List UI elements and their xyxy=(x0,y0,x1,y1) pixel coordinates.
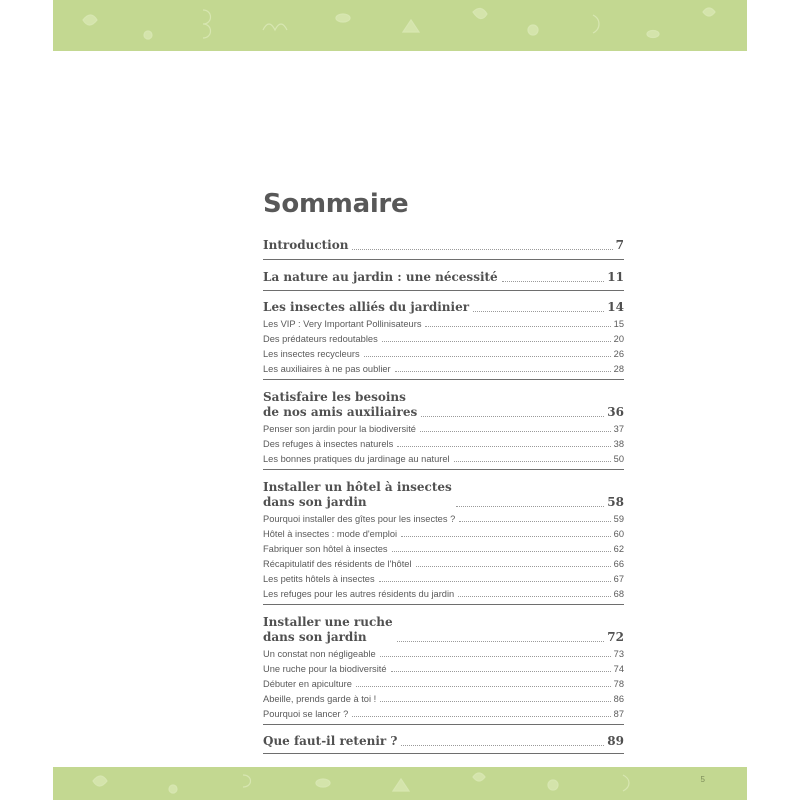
entry-title: Pourquoi installer des gîtes pour les insectes ? xyxy=(263,514,456,524)
toc-entry-row[interactable] xyxy=(263,555,624,570)
dot-leader xyxy=(473,311,604,312)
entry-page-number: 78 xyxy=(613,679,624,689)
entry-page-number: 73 xyxy=(613,649,624,659)
dot-leader xyxy=(425,326,610,327)
toc-chapter-row[interactable] xyxy=(263,480,624,510)
chapter-page-number: 36 xyxy=(607,405,624,419)
dot-leader xyxy=(401,536,611,537)
entry-title: Une ruche pour la biodiversité xyxy=(263,664,387,674)
toc-section xyxy=(263,270,624,291)
entry-page-number: 59 xyxy=(613,514,624,524)
entry-title: Penser son jardin pour la biodiversité xyxy=(263,424,416,434)
entry-page-number: 37 xyxy=(613,424,624,434)
toc-entry-row[interactable] xyxy=(263,360,624,375)
decorative-footer-band xyxy=(53,767,747,800)
entry-page-number: 28 xyxy=(613,364,624,374)
entry-title: Pourquoi se lancer ? xyxy=(263,709,349,719)
dot-leader xyxy=(459,521,610,522)
insect-pattern xyxy=(53,767,747,800)
dot-leader xyxy=(382,341,611,342)
chapter-page-number: 72 xyxy=(607,630,624,644)
entry-page-number: 50 xyxy=(613,454,624,464)
entry-page-number: 66 xyxy=(613,559,624,569)
entry-page-number: 68 xyxy=(613,589,624,599)
toc-entry-row[interactable] xyxy=(263,315,624,330)
page-title: Sommaire xyxy=(263,189,409,219)
entry-title: Des prédateurs redoutables xyxy=(263,334,378,344)
chapter-title: Satisfaire les besoins de nos amis auxiliaires xyxy=(263,390,418,419)
toc-entry-row[interactable] xyxy=(263,585,624,600)
chapter-title: Que faut-il retenir ? xyxy=(263,734,398,748)
chapter-title: Installer une ruche dans son jardin xyxy=(263,615,393,644)
entry-page-number: 74 xyxy=(613,664,624,674)
chapter-page-number: 7 xyxy=(615,238,624,252)
chapter-title: Les insectes alliés du jardinier xyxy=(263,300,470,314)
toc-entry-row[interactable] xyxy=(263,660,624,675)
toc-entry-row[interactable] xyxy=(263,690,624,705)
toc-section xyxy=(263,734,624,754)
entry-page-number: 87 xyxy=(613,709,624,719)
dot-leader xyxy=(380,701,610,702)
dot-leader xyxy=(458,596,610,597)
entry-page-number: 20 xyxy=(613,334,624,344)
toc-entry-row[interactable] xyxy=(263,525,624,540)
dot-leader xyxy=(392,551,611,552)
dot-leader xyxy=(454,461,611,462)
toc-entry-row[interactable] xyxy=(263,450,624,465)
entry-title: Un constat non négligeable xyxy=(263,649,376,659)
entry-title: Fabriquer son hôtel à insectes xyxy=(263,544,388,554)
decorative-header-band xyxy=(53,0,747,51)
chapter-page-number: 14 xyxy=(607,300,624,314)
toc-entry-row[interactable] xyxy=(263,345,624,360)
chapter-title: La nature au jardin : une nécessité xyxy=(263,270,498,284)
dot-leader xyxy=(456,506,604,507)
toc-entry-row[interactable] xyxy=(263,705,624,720)
chapter-page-number: 11 xyxy=(607,270,624,284)
entry-title: Des refuges à insectes naturels xyxy=(263,439,394,449)
dot-leader xyxy=(420,431,611,432)
chapter-page-number: 58 xyxy=(607,495,624,509)
toc-chapter-row[interactable] xyxy=(263,615,624,645)
toc-entry-row[interactable] xyxy=(263,420,624,435)
dot-leader xyxy=(352,249,612,250)
entry-page-number: 38 xyxy=(613,439,624,449)
entry-page-number: 67 xyxy=(613,574,624,584)
page-number: 5 xyxy=(700,775,705,784)
chapter-title: Introduction xyxy=(263,238,349,252)
toc-section xyxy=(263,238,624,260)
entry-title: Les insectes recycleurs xyxy=(263,349,360,359)
entry-title: Les VIP : Very Important Pollinisateurs xyxy=(263,319,422,329)
toc-section xyxy=(263,480,624,605)
toc-chapter-row[interactable] xyxy=(263,238,624,253)
entry-page-number: 60 xyxy=(613,529,624,539)
dot-leader xyxy=(380,656,611,657)
entry-page-number: 62 xyxy=(613,544,624,554)
toc-section xyxy=(263,300,624,380)
dot-leader xyxy=(421,416,604,417)
dot-leader xyxy=(502,281,605,282)
dot-leader xyxy=(397,641,605,642)
dot-leader xyxy=(416,566,611,567)
toc-entry-row[interactable] xyxy=(263,540,624,555)
chapter-title: Installer un hôtel à insectes dans son jardin xyxy=(263,480,452,509)
entry-title: Les bonnes pratiques du jardinage au naturel xyxy=(263,454,450,464)
toc-entry-row[interactable] xyxy=(263,570,624,585)
dot-leader xyxy=(397,446,610,447)
dot-leader xyxy=(391,671,611,672)
entry-page-number: 15 xyxy=(613,319,624,329)
dot-leader xyxy=(356,686,611,687)
entry-title: Les petits hôtels à insectes xyxy=(263,574,375,584)
chapter-page-number: 89 xyxy=(607,734,624,748)
dot-leader xyxy=(379,581,611,582)
entry-page-number: 26 xyxy=(613,349,624,359)
entry-title: Hôtel à insectes : mode d'emploi xyxy=(263,529,398,539)
entry-title: Abeille, prends garde à toi ! xyxy=(263,694,377,704)
toc-entry-row[interactable] xyxy=(263,510,624,525)
entry-title: Les auxiliaires à ne pas oublier xyxy=(263,364,391,374)
toc-chapter-row[interactable] xyxy=(263,734,624,749)
toc-entry-row[interactable] xyxy=(263,435,624,450)
table-of-contents xyxy=(263,238,624,754)
entry-title: Les refuges pour les autres résidents du jardin xyxy=(263,589,455,599)
dot-leader xyxy=(352,716,610,717)
toc-section xyxy=(263,615,624,725)
dot-leader xyxy=(364,356,611,357)
entry-title: Récapitulatif des résidents de l'hôtel xyxy=(263,559,412,569)
toc-entry-row[interactable] xyxy=(263,675,624,690)
insect-pattern xyxy=(53,0,747,51)
toc-chapter-row[interactable] xyxy=(263,300,624,315)
toc-entry-row[interactable] xyxy=(263,330,624,345)
dot-leader xyxy=(401,745,604,746)
dot-leader xyxy=(395,371,611,372)
entry-page-number: 86 xyxy=(613,694,624,704)
entry-title: Débuter en apiculture xyxy=(263,679,352,689)
toc-chapter-row[interactable] xyxy=(263,390,624,420)
toc-section xyxy=(263,390,624,470)
toc-entry-row[interactable] xyxy=(263,645,624,660)
toc-chapter-row[interactable] xyxy=(263,270,624,285)
